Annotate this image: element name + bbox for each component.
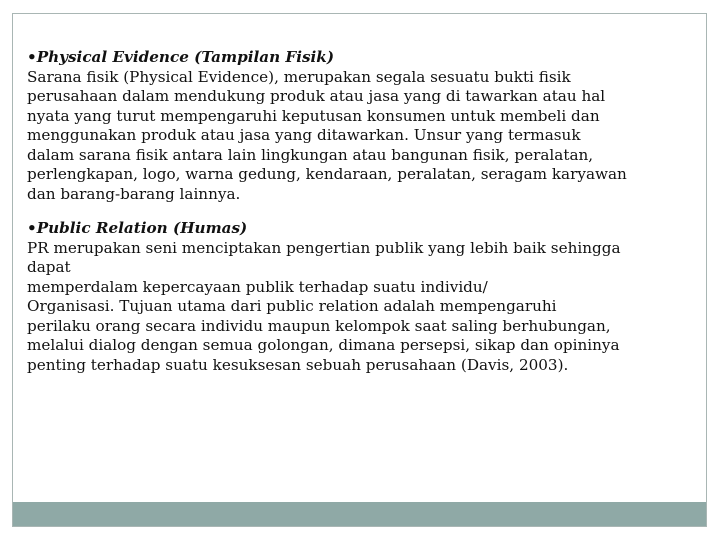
slide-frame	[12, 13, 707, 527]
section-physical-evidence	[27, 48, 687, 204]
paragraph-line: penting terhadap suatu kesuksesan sebuah perusahaan (Davis, 2003).	[27, 355, 569, 374]
paragraph-line: nyata yang turut mempengaruhi keputusan konsumen untuk membeli dan	[27, 106, 600, 125]
paragraph-line: perilaku orang secara individu maupun kelompok saat saling berhubungan,	[27, 316, 611, 335]
section-heading: •Physical Evidence (Tampilan Fisik)	[27, 48, 335, 66]
paragraph-line: Sarana fisik (Physical Evidence), merupakan segala sesuatu bukti fisik	[27, 67, 571, 86]
section-public-relation	[27, 219, 687, 375]
paragraph-line: perusahaan dalam mendukung produk atau jasa yang di tawarkan atau hal	[27, 87, 606, 105]
paragraph-line: dan barang-barang lainnya.	[27, 184, 241, 203]
footer-bar	[13, 502, 706, 526]
paragraph-line: Organisasi. Tujuan utama dari public relation adalah mempengaruhi	[27, 297, 557, 315]
slide-content	[27, 48, 687, 390]
paragraph-line: melalui dialog dengan semua golongan, dimana persepsi, sikap dan opininya	[27, 336, 620, 354]
section-heading: •Public Relation (Humas)	[27, 219, 248, 237]
paragraph-line: PR merupakan seni menciptakan pengertian publik yang lebih baik sehingga	[27, 238, 621, 257]
paragraph-line: dapat	[27, 258, 71, 276]
paragraph-line: dalam sarana fisik antara lain lingkungan atau bangunan fisik, peralatan,	[27, 145, 594, 164]
paragraph-line: perlengkapan, logo, warna gedung, kendaraan, peralatan, seragam karyawan	[27, 165, 627, 183]
paragraph-line: memperdalam kepercayaan publik terhadap suatu individu/	[27, 277, 488, 296]
paragraph-line: menggunakan produk atau jasa yang ditawarkan. Unsur yang termasuk	[27, 126, 581, 144]
